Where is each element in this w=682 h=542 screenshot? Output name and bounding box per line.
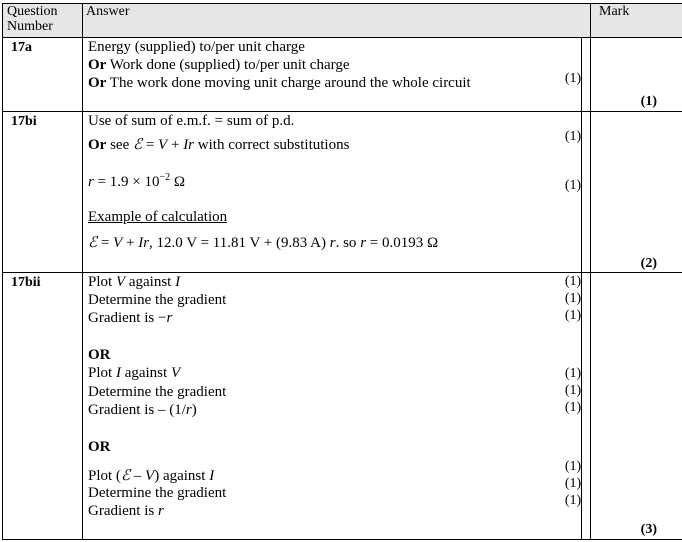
- question-number-17bi: 17bi: [3, 112, 83, 273]
- row-17bii: [3, 273, 682, 540]
- example-calculation: ℰ = V + Ir, 12.0 V = 11.81 V + (9.83 A) r. so r = 0.0193 Ω: [88, 235, 439, 251]
- example-heading: Example of calculation: [88, 209, 228, 225]
- mark-point-17bi-1: (1): [564, 129, 582, 144]
- mark-point-17bii-2: (1): [564, 291, 582, 306]
- mark-point-17bi-2: (1): [564, 178, 582, 193]
- method3-line2: Determine the gradient: [88, 485, 227, 501]
- question-number-17a: 17a: [3, 38, 83, 112]
- answer-17a: [83, 38, 591, 112]
- answer-17a-line1: Energy (supplied) to/per unit charge: [88, 39, 305, 55]
- total-17a: (1): [640, 94, 657, 109]
- mark-point-17a: (1): [564, 71, 582, 86]
- mark-scheme-table: [2, 3, 682, 540]
- method2-line2: Determine the gradient: [88, 384, 227, 400]
- mark-point-17bii-5: (1): [564, 383, 582, 398]
- or-separator-2: OR: [88, 439, 111, 455]
- method1-line1: Plot V against I: [88, 274, 181, 290]
- mark-point-17bii-6: (1): [564, 400, 582, 415]
- answer-17bi-line1: Use of sum of e.m.f. = sum of p.d.: [88, 113, 295, 129]
- total-17bi: (2): [640, 256, 657, 271]
- header-question-number: Question Number: [3, 4, 83, 38]
- total-17bii: (3): [640, 522, 657, 537]
- method1-line2: Determine the gradient: [88, 292, 227, 308]
- question-number-17bii: 17bii: [3, 273, 83, 540]
- method1-line3: Gradient is −r: [88, 310, 173, 326]
- row-17bi: [3, 112, 682, 273]
- mark-cell-17bi: [591, 112, 682, 273]
- answer-17bii: [83, 273, 591, 540]
- or-separator-1: OR: [88, 347, 111, 363]
- answer-17bi: [83, 112, 591, 273]
- answer-17bi-line2: Or see ℰ = V + Ir with correct substitutions: [88, 137, 350, 153]
- method2-line1: Plot I against V: [88, 365, 181, 381]
- answer-17a-line3: Or The work done moving unit charge around the whole circuit: [88, 75, 471, 91]
- mark-cell-17bii: [591, 273, 682, 540]
- answer-17bi-result: $r = 1.9 \times 10^{-2}$ Ω: [88, 172, 186, 190]
- mark-point-17bii-4: (1): [564, 366, 582, 381]
- answer-17a-line2: Or Work done (supplied) to/per unit charge: [88, 57, 350, 73]
- mark-point-17bii-3: (1): [564, 308, 582, 323]
- mark-point-17bii-7: (1): [564, 459, 582, 474]
- method3-line3: Gradient is r: [88, 503, 164, 519]
- mark-point-17bii-8: (1): [564, 476, 582, 491]
- header-mark: Mark: [591, 4, 682, 38]
- row-17a: [3, 38, 682, 112]
- method2-line3: Gradient is – (1/r): [88, 402, 197, 418]
- header-row: [3, 4, 682, 38]
- header-answer: Answer: [83, 4, 591, 38]
- mark-point-17bii-9: (1): [564, 493, 582, 508]
- mark-point-17bii-1: (1): [564, 274, 582, 289]
- mark-cell-17a: [591, 38, 682, 112]
- method3-line1: Plot (ℰ – V) against I: [88, 468, 215, 484]
